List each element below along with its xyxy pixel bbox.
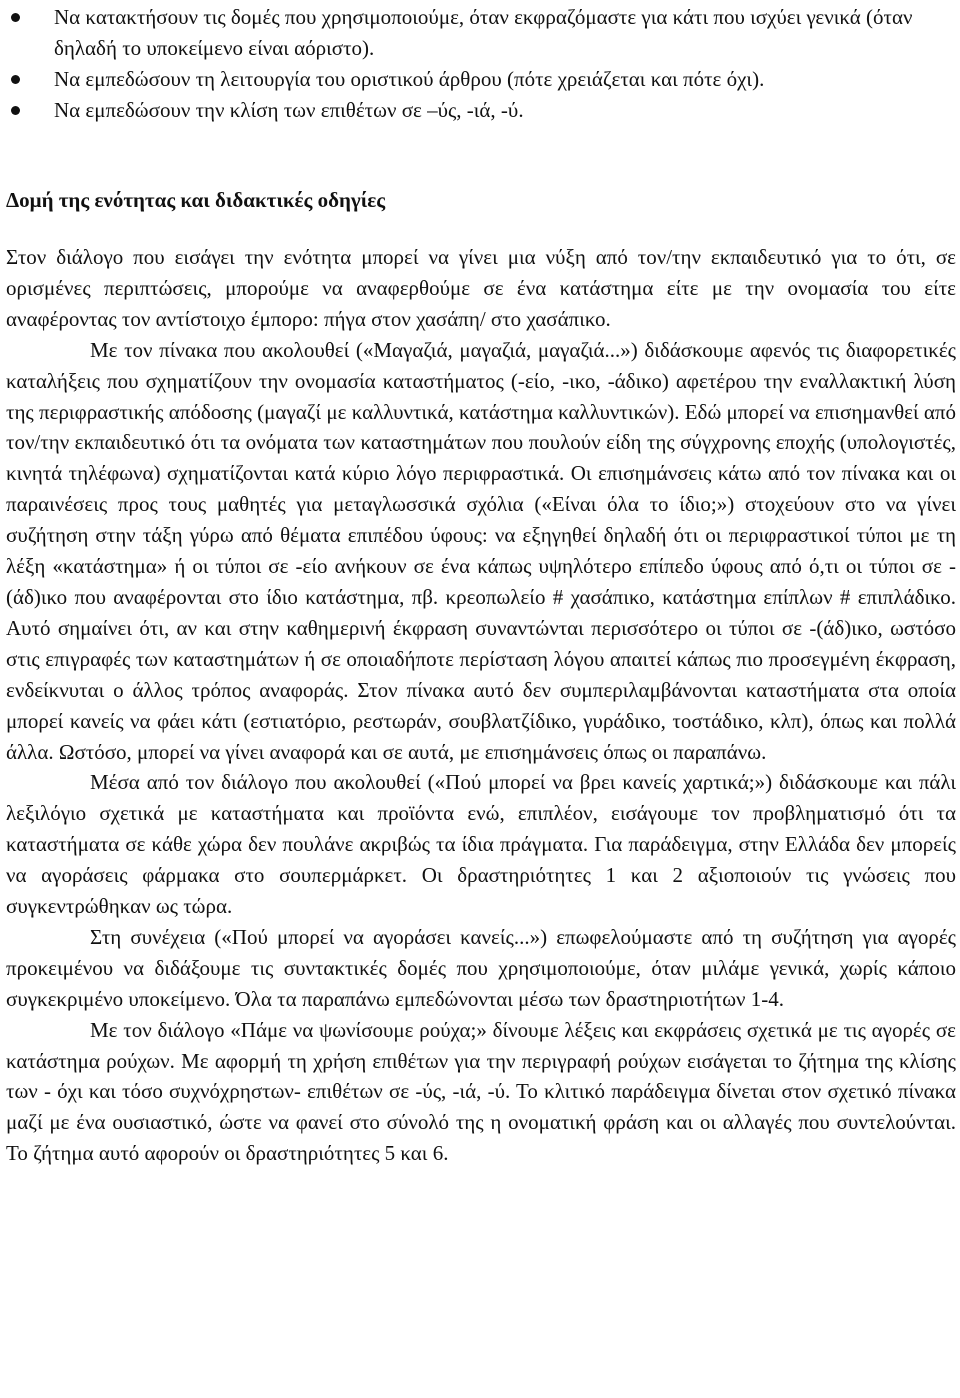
objective-text: Να εμπεδώσουν την κλίση των επιθέτων σε –ύς, -ιά, -ύ. [54,98,524,122]
paragraph-shops-table: Με τον πίνακα που ακολουθεί («Μαγαζιά, μαγαζιά, μαγαζιά...») διδάσκουμε αφενός τις διαφορετικές καταλήξεις που σχηματίζουν την ονομασία καταστήματος (-είο, -ικο, -άδικο) αφετέρου την εναλλακτική λύση της περιφραστικής απόδοσης (μαγαζί με καλλυντικά, κατάστημα καλλυντικών). Εδώ μπορεί να επισημανθεί από τον/την εκπαιδευτικό ότι τα ονόματα των καταστημάτων που πουλούν είδη της σύγχρονης εποχής (υπολογιστές, κινητά τηλέφωνα) σχηματίζονται κατά κύριο λόγο περιφραστικά. Οι επισημάνσεις κάτω από τον πίνακα και οι παραινέσεις προς τους μαθητές για μεταγλωσσικά σχόλια («Είναι όλα το ίδιο;») στοχεύουν στο να γίνει συζήτηση στην τάξη γύρω από θέματα επιπέδου ύφους: να εξηγηθεί δηλαδή ότι οι περιφραστικοί τύποι με τη λέξη «κατάστημα» ή οι τύποι σε -είο ανήκουν σε ένα κάπως υψηλότερο επίπεδο ύφους από ό,τι οι τύποι σε -(άδ)ικο που αναφέρονται στο ίδιο κατάστημα, πβ. κρεοπωλείο # χασάπικο, κατάστημα επίπλων # επιπλάδικο. Αυτό σημαίνει ότι, αν και στην καθημερινή έκφραση συναντώνται περισσότερο οι τύποι σε -(άδ)ικο, ωστόσο στις επιγραφές των καταστημάτων ή σε οποιαδήποτε περίσταση λόγου απαιτεί κάπως πιο προσεγμένη έκφραση, ενδείκνυται ο άλλος τρόπος αναφοράς. Στον πίνακα αυτό δεν συμπεριλαμβάνονται καταστήματα στα οποία μπορεί κανείς να φάει κάτι (εστιατόριο, ρεστωράν, σουβλατζίδικο, γυράδικο, τοστάδικο, κλπ), όπως και πολλά άλλα. Ωστόσο, μπορεί να γίνει αναφορά και σε αυτά, με επισημάνσεις όπως οι παραπάνω. [6,337,956,764]
paragraph-general-structures: Στη συνέχεια («Πού μπορεί να αγοράσει κανείς...») επωφελούμαστε από τη συζήτηση για αγορές προκειμένου να διδάξουμε τις συντακτικές δομές που χρησιμοποιούμε, όταν μιλάμε γενικά, χωρίς κάποιο συγκεκριμένο υποκείμενο. Όλα τα παραπάνω εμπεδώνονται μέσω των δραστηριοτήτων 1-4. [6,924,956,1011]
objective-text: Να εμπεδώσουν τη λειτουργία του οριστικού άρθρου (πότε χρειάζεται και πότε όχι). [54,67,765,91]
objective-item [6,64,956,95]
bullet-icon [11,13,20,22]
section-heading: Δομή της ενότητας και διδακτικές οδηγίες [6,188,386,212]
paragraph-intro: Στον διάλογο που εισάγει την ενότητα μπορεί να γίνει μια νύξη από τον/την εκπαιδευτικό για το ότι, σε ορισμένες περιπτώσεις, μπορούμε να αναφερθούμε σε ένα κατάστημα είτε με την ονομασία του είτε αναφέροντας τον αντίστοιχο έμπορο: πήγα στον χασάπη/ στο χασάπικο. [6,245,956,331]
bullet-icon [11,75,20,84]
paragraph-clothes-dialogue: Με τον διάλογο «Πάμε να ψωνίσουμε ρούχα;» δίνουμε λέξεις και εκφράσεις σχετικά με τις αγορές σε κατάστημα ρούχων. Με αφορμή τη χρήση επιθέτων για την περιγραφή ρούχων εισάγεται το ζήτημα της κλίσης των - όχι και τόσο συχνόχρηστων- επιθέτων σε -ύς, -ιά, -ύ. Το κλιτικό παράδειγμα δίνεται στον σχετικό πίνακα μαζί με ένα ουσιαστικό, ώστε να φανεί στο σύνολό της η ονοματική φράση και οι αλλαγές που συντελούνται. Το ζήτημα αυτό αφορούν οι δραστηριότητες 5 και 6. [6,1017,956,1166]
objective-item [6,2,956,64]
paragraph-stationery-dialogue: Μέσα από τον διάλογο που ακολουθεί («Πού μπορεί να βρει κανείς χαρτικά;») διδάσκουμε και πάλι λεξιλόγιο σχετικά με καταστήματα και προϊόντα ενώ, επιπλέον, εισάγουμε τον προβληματισμό ότι τα καταστήματα σε κάθε χώρα δεν πουλάνε ακριβώς τα ίδια πράγματα. Για παράδειγμα, στην Ελλάδα δεν μπορείς να αγοράσεις φάρμακα στο σουπερμάρκετ. Οι δραστηριότητες 1 και 2 αξιοποιούν τις γνώσεις που συγκεντρώθηκαν ως τώρα. [6,770,956,919]
objective-item [6,95,956,126]
objective-text: Να κατακτήσουν τις δομές που χρησιμοποιούμε, όταν εκφραζόμαστε για κάτι που ισχύει γενικά (όταν δηλαδή το υποκείμενο είναι αόριστο). [54,5,913,60]
objectives-list [6,2,956,126]
document-page [6,0,956,1166]
section-body [6,242,956,1169]
bullet-icon [11,106,20,115]
